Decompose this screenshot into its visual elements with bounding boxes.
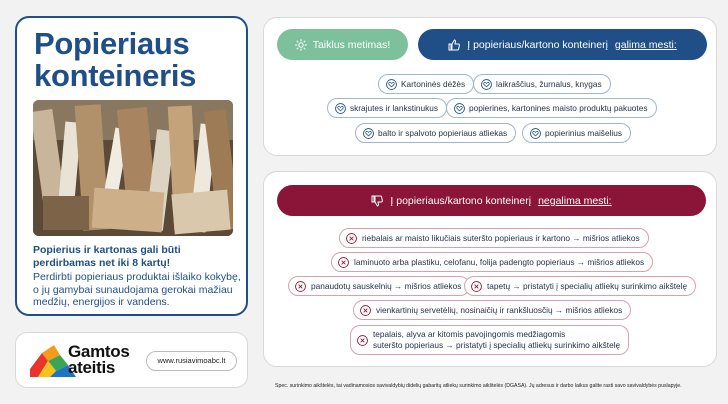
forbidden-item-label-line-1: tepalais, alyva ar kitomis pavojingomis medžiagomis (373, 329, 566, 339)
forbidden-item-label: vienkartinių servetėlių, nosinaičių ir rankšluosčių → mišrios atliekos (376, 305, 623, 315)
forbidden-item-label: laminuoto arba plastiku, celofanu, folija padengto popieriaus → mišrios atliekos (354, 257, 645, 267)
forbidden-card (263, 171, 717, 367)
website-link[interactable]: www.rusiavimoabc.lt (146, 351, 237, 371)
allowed-item-label: Kartoninės dėžės (401, 79, 466, 89)
logo-line-2: ateitis (68, 358, 116, 377)
forbidden-item (353, 300, 631, 320)
allowed-item-label: popierinius maišelius (545, 128, 623, 138)
heart-icon (530, 128, 541, 139)
forbidden-item-label: riebalais ar maisto likučiais suteršto popieriaus ir kartono → mišrios atliekos (362, 233, 640, 243)
heart-icon (481, 79, 492, 90)
forbidden-item-label-line-2: suteršto popieriaus → pristatyti į specialių atliekų surinkimo aikštelę (373, 340, 621, 350)
forbidden-item (464, 276, 696, 296)
title-line-1: Popieriaus (34, 26, 190, 61)
forbidden-item-label: panaudotų sauskelnių → mišrios atliekos (311, 281, 462, 291)
allowed-header (418, 29, 707, 60)
body-text: Perdirbti popieriaus produktai išlaiko kokybę, o jų gamybai sunaudojama gerokai mažiau medžių, energijos ir vandens. (33, 271, 241, 308)
forbidden-header-prefix: Į popieriaus/kartono konteinerį (390, 194, 532, 207)
allowed-item-label: skrajutes ir lankstinukus (350, 103, 439, 113)
x-circle-icon (357, 335, 368, 346)
heart-icon (363, 128, 374, 139)
allowed-item (446, 98, 657, 118)
logo-line-1: Gamtos (68, 342, 130, 361)
allowed-header-emph: galima mesti: (614, 38, 677, 51)
x-circle-icon (295, 281, 306, 292)
allowed-item (327, 98, 447, 118)
thumbs-up-icon (448, 39, 460, 51)
allowed-item-label: popierines, kartonines maisto produktų pakuotes (469, 103, 648, 113)
heart-icon (454, 103, 465, 114)
thumbs-down-icon (371, 195, 383, 207)
x-circle-icon (346, 233, 357, 244)
allowed-item (355, 123, 516, 143)
forbidden-item (350, 325, 629, 355)
heart-icon (386, 79, 397, 90)
allowed-item (473, 74, 611, 94)
allowed-card (263, 17, 717, 156)
allowed-item-label: laikraščius, žurnalus, knygas (496, 79, 602, 89)
allowed-item-label: balto ir spalvoto popieriaus atliekas (378, 128, 508, 138)
paper-waste-photo (33, 100, 233, 236)
lead-text: Popierius ir kartonas gali būti perdirbamas net iki 8 kartų! (33, 244, 181, 269)
badge-label: Taiklus metimas! (312, 38, 391, 51)
forbidden-item (288, 276, 470, 296)
forbidden-item-label: tapetų → pristatyti į specialių atliekų surinkimo aikštelę (487, 281, 688, 291)
logo-card (15, 332, 248, 388)
allowed-header-prefix: Į popieriaus/kartono konteinerį (467, 38, 608, 51)
forbidden-header (277, 185, 706, 216)
taiklus-badge (277, 29, 408, 60)
photo-illustration (33, 100, 233, 236)
forbidden-header-emph: negalima mesti: (538, 194, 612, 207)
forbidden-item (331, 252, 653, 272)
footnote: Spec. surinkimo aikštelės, tai vadinamosios savivaldybių didelių gabaritų atliekų surinkimo aikštelės (DGASA). Jų adresus ir darbo laikus galite rasti savo savivaldybės puslapyje. (275, 383, 682, 389)
logo-wordmark (68, 344, 130, 376)
x-circle-icon (471, 281, 482, 292)
forbidden-item (339, 228, 649, 248)
allowed-item (378, 74, 474, 94)
x-circle-icon (338, 257, 349, 268)
sun-icon (295, 39, 307, 51)
title-line-2: konteineris (34, 58, 197, 93)
heart-icon (335, 103, 346, 114)
info-card (15, 16, 248, 316)
page-title (34, 28, 196, 92)
allowed-item (522, 123, 631, 143)
x-circle-icon (360, 305, 371, 316)
